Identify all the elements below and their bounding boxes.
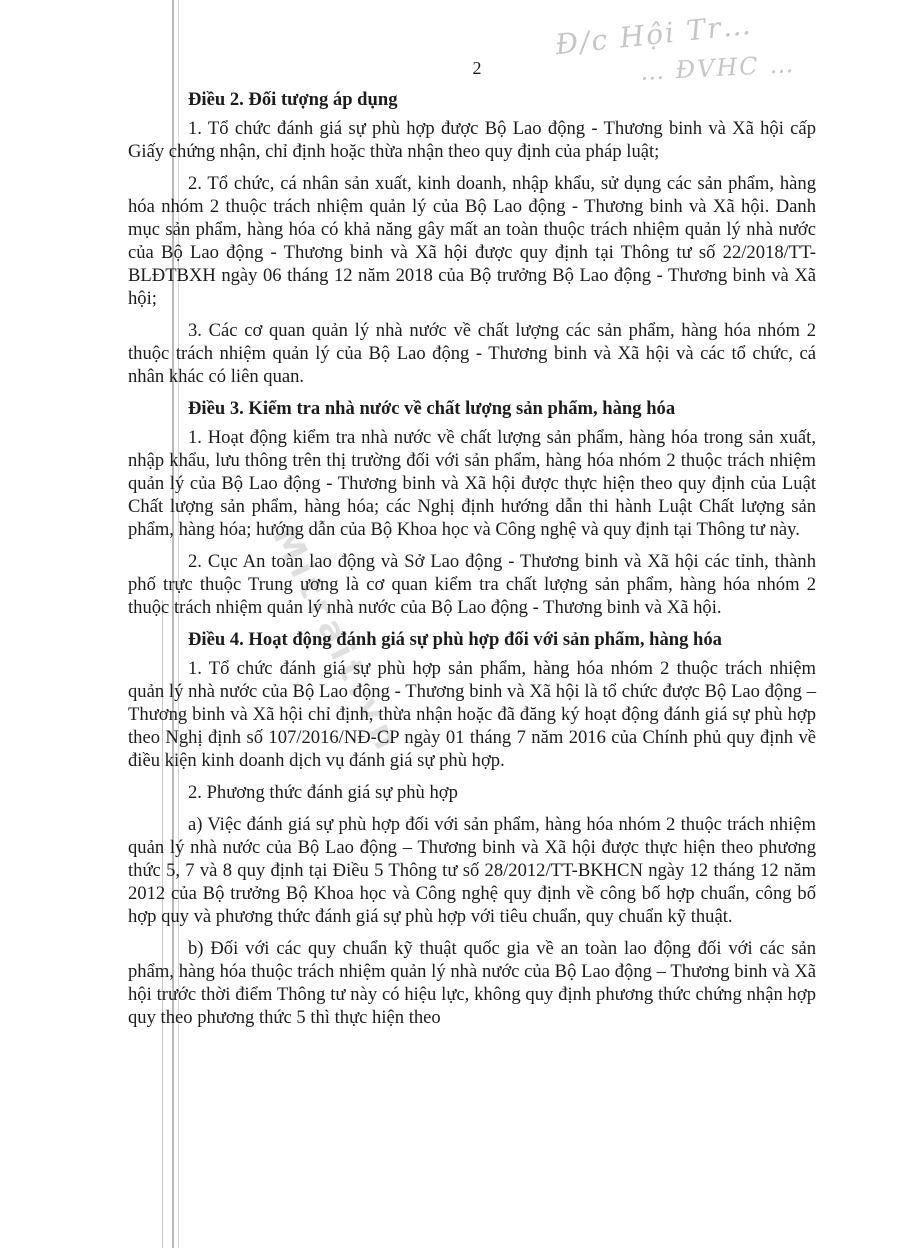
handwritten-note-line-1: Đ/c Hội Tr… (553, 7, 754, 62)
article-paragraph: 1. Tổ chức đánh giá sự phù hợp được Bộ Lao động - Thương binh và Xã hội cấp Giấy chứng nhận, chỉ định hoặc thừa nhận theo quy định của pháp luật; (128, 118, 816, 162)
handwritten-note-line-2: … ĐVHC … (639, 49, 796, 87)
page-number: 2 (472, 58, 482, 78)
article-heading: Điều 3. Kiểm tra nhà nước về chất lượng sản phẩm, hàng hóa (188, 398, 676, 419)
watermark: Mitrait.vn (264, 520, 410, 762)
article-paragraph: 1. Tổ chức đánh giá sự phù hợp sản phẩm, hàng hóa nhóm 2 thuộc trách nhiệm quản lý nhà nước của Bộ Lao động - Thương binh và Xã hội là tổ chức được Bộ Lao động – Thương binh và Xã hội chỉ định, thừa nhận hoặc đã đăng ký hoạt động đánh giá sự phù hợp theo Nghị định số 107/2016/NĐ-CP ngày 01 tháng 7 năm 2016 của Chính phủ quy định về điều kiện kinh doanh dịch vụ đánh giá sự phù hợp. (128, 658, 816, 771)
article-paragraph: 2. Tổ chức, cá nhân sản xuất, kinh doanh, nhập khẩu, sử dụng các sản phẩm, hàng hóa nhóm 2 thuộc trách nhiệm quản lý của Bộ Lao động - Thương binh và Xã hội. Danh mục sản phẩm, hàng hóa có khả năng gây mất an toàn thuộc trách nhiệm quản lý nhà nước của Bộ Lao động - Thương binh và Xã hội được quy định tại Thông tư số 22/2018/TT-BLĐTBXH ngày 06 tháng 12 năm 2018 của Bộ trưởng Bộ Lao động - Thương binh và Xã hội; (128, 173, 816, 309)
article-paragraph: 2. Cục An toàn lao động và Sở Lao động - Thương binh và Xã hội các tỉnh, thành phố trực thuộc Trung ương là cơ quan kiểm tra chất lượng sản phẩm, hàng hóa nhóm 2 thuộc trách nhiệm quản lý nhà nước của Bộ Lao động - Thương binh và Xã hội. (128, 551, 816, 618)
section-article-3 (128, 397, 816, 619)
article-heading: Điều 4. Hoạt động đánh giá sự phù hợp đối với sản phẩm, hàng hóa (188, 629, 722, 650)
article-paragraph: 1. Hoạt động kiểm tra nhà nước về chất lượng sản phẩm, hàng hóa trong sản xuất, nhập khẩu, lưu thông trên thị trường đối với sản phẩm, hàng hóa nhóm 2 thuộc trách nhiệm quản lý của Bộ Lao động - Thương binh và Xã hội được thực hiện theo quy định của Luật Chất lượng sản phẩm, hàng hóa; các Nghị định hướng dẫn thi hành Luật Chất lượng sản phẩm, hàng hóa; hướng dẫn của Bộ Khoa học và Công nghệ và quy định tại Thông tư này. (128, 427, 816, 540)
document-body (128, 88, 816, 1038)
article-paragraph: a) Việc đánh giá sự phù hợp đối với sản phẩm, hàng hóa nhóm 2 thuộc trách nhiệm quản lý nhà nước của Bộ Lao động – Thương binh và Xã hội được thực hiện theo phương thức 5, 7 và 8 quy định tại Điều 5 Thông tư số 28/2012/TT-BKHCN ngày 12 tháng 12 năm 2012 của Bộ trưởng Bộ Khoa học và Công nghệ quy định về công bố hợp chuẩn, công bố hợp quy và phương thức đánh giá sự phù hợp với tiêu chuẩn, quy chuẩn kỹ thuật. (128, 814, 816, 927)
article-heading: Điều 2. Đối tượng áp dụng (188, 89, 398, 110)
section-article-4 (128, 628, 816, 1029)
section-article-2 (128, 88, 816, 388)
article-paragraph: 3. Các cơ quan quản lý nhà nước về chất lượng các sản phẩm, hàng hóa nhóm 2 thuộc trách nhiệm quản lý của Bộ Lao động - Thương binh và Xã hội và các tổ chức, cá nhân khác có liên quan. (128, 320, 816, 387)
article-paragraph: 2. Phương thức đánh giá sự phù hợp (188, 782, 458, 803)
article-paragraph: b) Đối với các quy chuẩn kỹ thuật quốc gia về an toàn lao động đối với các sản phẩm, hàng hóa thuộc trách nhiệm quản lý nhà nước của Bộ Lao động – Thương binh và Xã hội trước thời điểm Thông tư này có hiệu lực, không quy định phương thức chứng nhận hợp quy theo phương thức 5 thì thực hiện theo (128, 938, 816, 1028)
